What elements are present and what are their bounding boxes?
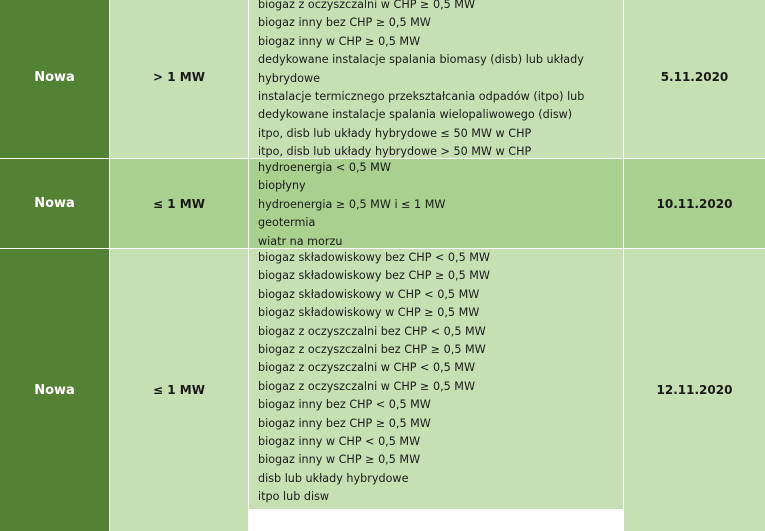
technology-item: itpo, disb lub układy hybrydowe > 50 MW w CHP (258, 145, 532, 159)
status-cell: Nowa (0, 249, 110, 531)
technology-item: hydroenergia ≥ 0,5 MW i ≤ 1 MW (258, 197, 446, 211)
technology-item: biogaz składowiskowy bez CHP < 0,5 MW (258, 251, 490, 264)
technology-cell (249, 249, 624, 509)
technology-item: itpo lub disw (258, 490, 330, 504)
technology-item: hybrydowe (258, 71, 321, 85)
date-cell: 5.11.2020 (624, 0, 765, 158)
technology-item: biogaz składowiskowy w CHP < 0,5 MW (258, 287, 480, 301)
technology-item: biogaz inny w CHP < 0,5 MW (258, 434, 421, 448)
technology-item: biogaz z oczyszczalni w CHP < 0,5 MW (258, 361, 476, 375)
technology-item: biogaz z oczyszczalni bez CHP < 0,5 MW (258, 324, 486, 338)
table-row (0, 0, 765, 158)
table-row (0, 249, 765, 509)
technology-item: biogaz z oczyszczalni w CHP ≥ 0,5 MW (258, 379, 476, 393)
technology-cell (249, 159, 624, 248)
technology-item: biogaz inny w CHP ≥ 0,5 MW (258, 453, 421, 467)
technology-item: dedykowane instalacje spalania biomasy (disb) lub układy (258, 53, 584, 67)
technology-item: biogaz z oczyszczalni bez CHP ≥ 0,5 MW (258, 342, 486, 356)
technology-item: disb lub układy hybrydowe (258, 471, 409, 485)
technology-item: biogaz inny w CHP ≥ 0,5 MW (258, 34, 421, 48)
status-cell: Nowa (0, 159, 110, 248)
status-cell: Nowa (0, 0, 110, 158)
technology-item: biogaz składowiskowy w CHP ≥ 0,5 MW (258, 306, 480, 320)
technology-item: biogaz inny bez CHP ≥ 0,5 MW (258, 416, 431, 430)
date-cell: 12.11.2020 (624, 249, 765, 531)
technology-item: biogaz składowiskowy bez CHP ≥ 0,5 MW (258, 269, 490, 283)
power-cell: ≤ 1 MW (110, 249, 249, 531)
table-row (0, 159, 765, 248)
power-cell: ≤ 1 MW (110, 159, 249, 248)
technology-item: hydroenergia < 0,5 MW (258, 161, 391, 174)
technology-item: biogaz z oczyszczalni w CHP ≥ 0,5 MW (258, 0, 476, 11)
technology-item: instalacje termicznego przekształcania odpadów (itpo) lub (258, 89, 585, 103)
technology-item: dedykowane instalacje spalania wielopaliwowego (disw) (258, 108, 573, 122)
technology-item: wiatr na morzu (258, 234, 343, 248)
technology-cell (249, 0, 624, 158)
technology-item: biogaz inny bez CHP < 0,5 MW (258, 398, 431, 412)
technology-item: itpo, disb lub układy hybrydowe ≤ 50 MW w CHP (258, 126, 532, 140)
date-cell: 10.11.2020 (624, 159, 765, 248)
technology-item: biopłyny (258, 179, 306, 193)
technology-item: geotermia (258, 216, 316, 230)
power-cell: > 1 MW (110, 0, 249, 158)
technology-item: biogaz inny bez CHP ≥ 0,5 MW (258, 16, 431, 30)
